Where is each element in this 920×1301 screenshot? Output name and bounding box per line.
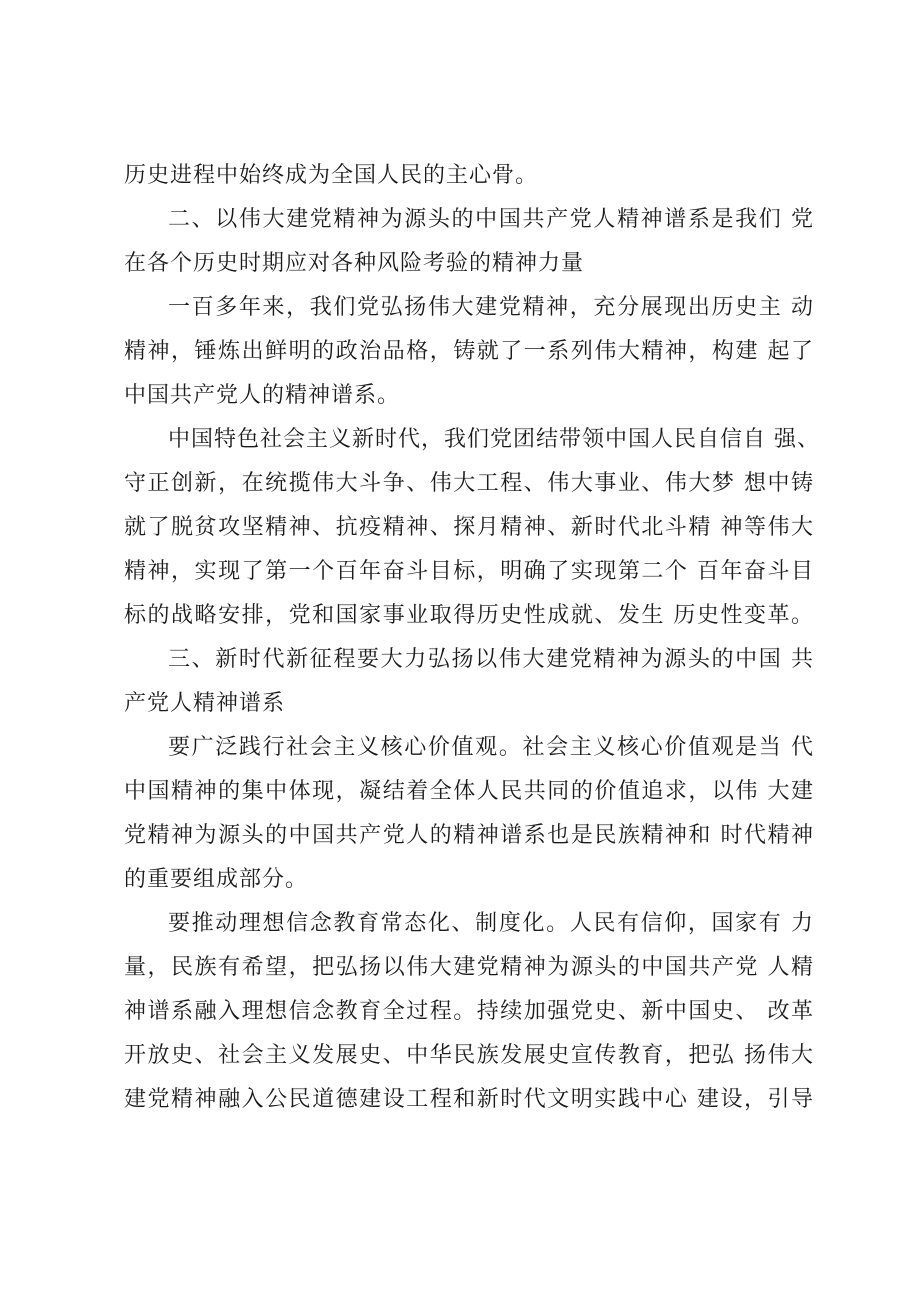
paragraph-line: 要广泛践行社会主义核心价值观。社会主义核心价值观是当 代 bbox=[168, 735, 814, 760]
paragraph-line: 中国共产党人的精神谱系。 bbox=[124, 383, 401, 408]
paragraph-line: 守正创新，在统揽伟大斗争、伟大工程、伟大事业、伟大梦 想中铸 bbox=[124, 471, 814, 496]
section-heading-line: 二、以伟大建党精神为源头的中国共产党人精神谱系是我们 党 bbox=[168, 207, 814, 232]
paragraph-line: 历史进程中始终成为全国人民的主心骨。 bbox=[124, 163, 539, 188]
paragraph-line: 党精神为源头的中国共产党人的精神谱系也是民族精神和 时代精神 bbox=[124, 823, 814, 848]
paragraph-line: 建党精神融入公民道德建设工程和新时代文明实践中心 建设，引导 bbox=[124, 1087, 814, 1112]
section-heading-line: 在各个历史时期应对各种风险考验的精神力量 bbox=[124, 251, 585, 276]
document-body bbox=[124, 154, 820, 1122]
paragraph-line: 精神，锤炼出鲜明的政治品格，铸就了一系列伟大精神，构建 起了 bbox=[124, 339, 814, 364]
paragraph-line: 精神，实现了第一个百年奋斗目标，明确了实现第二个 百年奋斗目 bbox=[124, 559, 814, 584]
paragraph-line: 标的战略安排，党和国家事业取得历史性成就、发生 历史性变革。 bbox=[124, 603, 814, 628]
paragraph-line: 开放史、社会主义发展史、中华民族发展史宣传教育，把弘 扬伟大 bbox=[124, 1043, 814, 1068]
paragraph-line: 神谱系融入理想信念教育全过程。持续加强党史、新中国史、 改革 bbox=[124, 999, 814, 1024]
paragraph-line: 中国特色社会主义新时代，我们党团结带领中国人民自信自 强、 bbox=[168, 427, 820, 452]
section-heading-line: 产党人精神谱系 bbox=[124, 691, 286, 716]
paragraph-line: 就了脱贫攻坚精神、抗疫精神、探月精神、新时代北斗精 神等伟大 bbox=[124, 515, 814, 540]
paragraph-line: 中国精神的集中体现，凝结着全体人民共同的价值追求，以伟 大建 bbox=[124, 779, 814, 804]
paragraph-line: 一百多年来，我们党弘扬伟大建党精神，充分展现出历史主 动 bbox=[168, 295, 814, 320]
paragraph-line: 的重要组成部分。 bbox=[124, 867, 309, 892]
paragraph-line: 量，民族有希望，把弘扬以伟大建党精神为源头的中国共产党 人精 bbox=[124, 955, 814, 980]
section-heading-line: 三、新时代新征程要大力弘扬以伟大建党精神为源头的中国 共 bbox=[168, 647, 814, 672]
paragraph-line: 要推动理想信念教育常态化、制度化。人民有信仰，国家有 力 bbox=[168, 911, 814, 936]
